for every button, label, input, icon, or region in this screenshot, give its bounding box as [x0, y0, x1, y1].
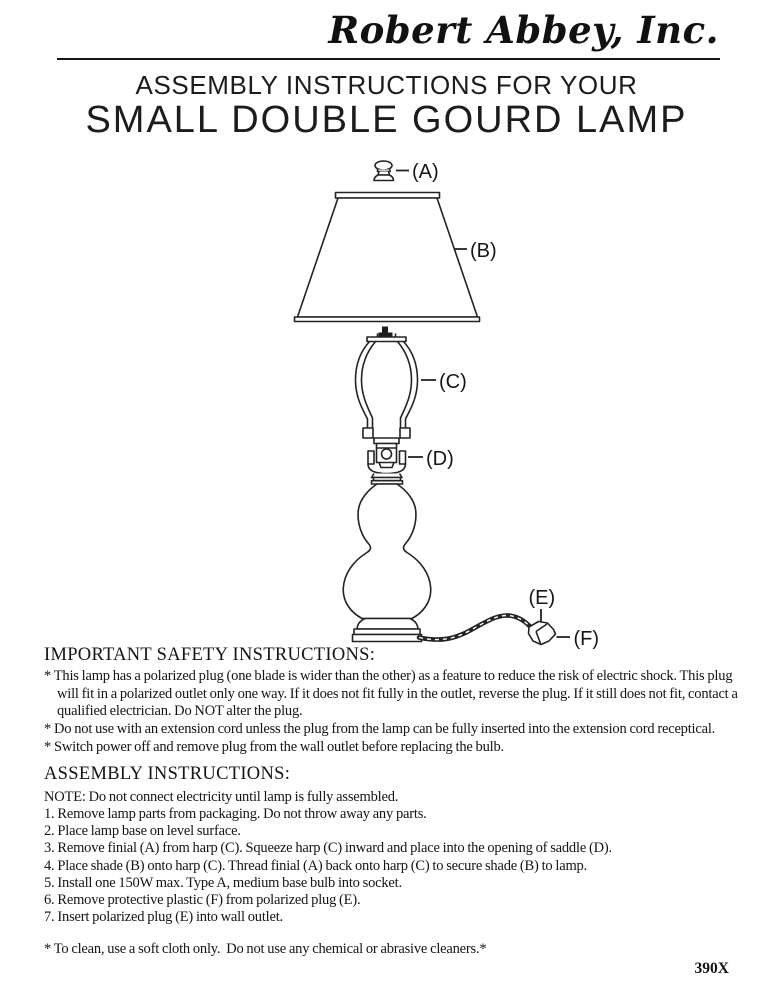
safety-item-text: This lamp has a polarized plug (one blade is wider than the other) as a feature to reduce the risk of electric shock. This plug will fit in a polarized outlet only one way. If it does not fit fully in the outlet, reverse the plug. If it still does not fit, contact a qualified electrician. Do NOT alter the plug.	[53, 668, 738, 720]
label-d: (D)	[426, 448, 454, 470]
assembly-step: 5. Install one 150W max. Type A, medium base bulb into socket.	[44, 874, 402, 891]
assembly-steps-list	[44, 789, 744, 926]
socket-drawing	[374, 438, 399, 468]
header-divider	[57, 58, 720, 60]
shade-drawing	[295, 193, 480, 322]
assembly-section-title: ASSEMBLY INSTRUCTIONS:	[44, 764, 291, 784]
safety-item-marker: *	[44, 721, 52, 738]
label-b: (B)	[470, 240, 497, 262]
safety-section-title: IMPORTANT SAFETY INSTRUCTIONS:	[44, 645, 376, 665]
assembly-note: NOTE: Do not connect electricity until lamp is fully assembled.	[44, 789, 399, 805]
lamp-body-drawing	[343, 484, 431, 619]
safety-item-text: Switch power off and remove plug from the wall outlet before replacing the bulb.	[54, 738, 504, 755]
assembly-step: 1. Remove lamp parts from packaging. Do not throw away any parts.	[44, 806, 427, 823]
safety-item-text: Do not use with an extension cord unless the plug from the lamp can be fully inserted into the extension cord receptical.	[54, 721, 716, 738]
safety-instructions-list	[44, 668, 744, 757]
lamp-base-drawing	[353, 619, 422, 642]
label-e: (E)	[528, 587, 556, 609]
brand-logo: Robert Abbey, Inc.	[328, 8, 719, 52]
assembly-step: 7. Insert polarized plug (E) into wall outlet.	[44, 909, 283, 926]
safety-item	[44, 668, 744, 721]
assembly-step: 6. Remove protective plastic (F) from polarized plug (E).	[44, 891, 361, 908]
page-subtitle: ASSEMBLY INSTRUCTIONS FOR YOUR	[135, 70, 638, 100]
page-title: SMALL DOUBLE GOURD LAMP	[85, 99, 688, 141]
assembly-step: 4. Place shade (B) onto harp (C). Thread finial (A) back onto harp (C) to secure shade (B) to lamp.	[44, 857, 588, 874]
label-a: (A)	[412, 161, 439, 183]
safety-item-marker: *	[44, 668, 52, 684]
label-f: (F)	[573, 628, 600, 650]
assembly-step: 3. Remove finial (A) from harp (C). Squeeze harp (C) inward and place into the opening of saddle (D).	[44, 840, 612, 857]
model-number: 390X	[694, 960, 729, 977]
lamp-diagram	[0, 150, 773, 655]
finial-drawing	[374, 161, 394, 181]
care-note: * To clean, use a soft cloth only. Do not use any chemical or abrasive cleaners.*	[44, 941, 487, 957]
label-c: (C)	[439, 371, 467, 393]
plug-drawing	[529, 622, 556, 645]
safety-item-marker: *	[44, 738, 52, 755]
safety-item	[44, 739, 744, 757]
safety-item	[44, 721, 744, 739]
power-cord-drawing	[419, 615, 530, 639]
harp-drawing	[356, 327, 418, 439]
assembly-step: 2. Place lamp base on level surface.	[44, 823, 241, 840]
